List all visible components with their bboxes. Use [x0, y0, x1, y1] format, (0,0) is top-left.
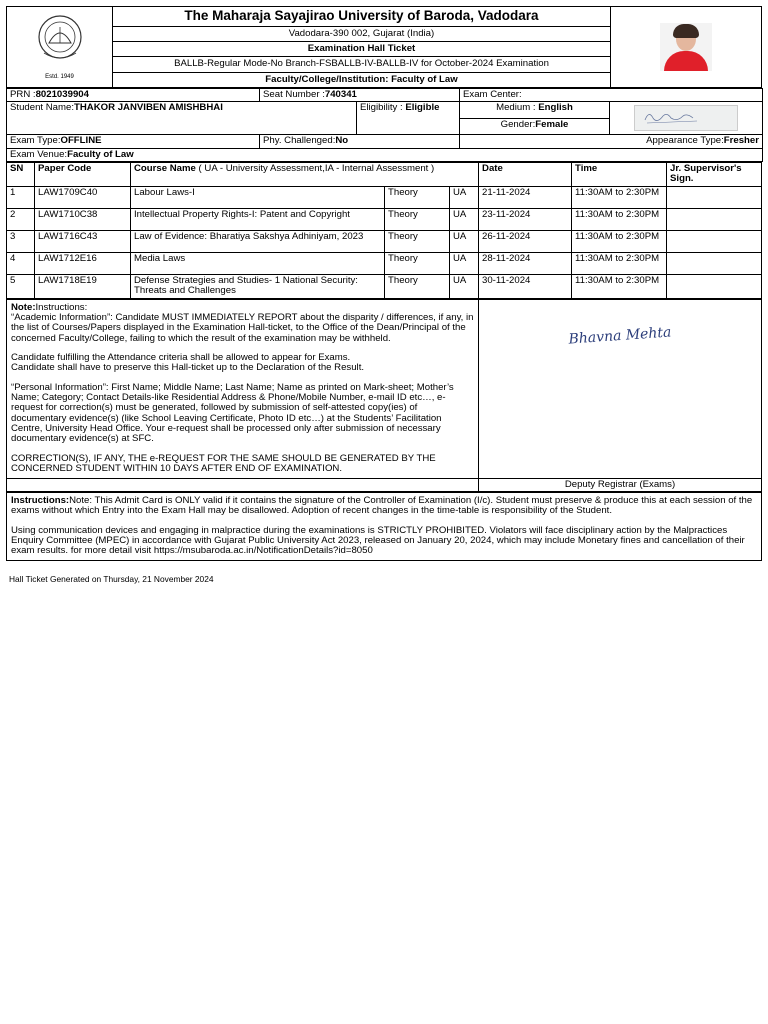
- table-row: [7, 274, 762, 298]
- notes-table: [6, 299, 762, 492]
- course-kind-cell: Theory: [385, 186, 450, 208]
- note-attendance: Candidate fulfilling the Attendance criteria shall be allowed to appear for Exams.: [11, 351, 351, 363]
- instructions-cell: [7, 492, 762, 560]
- assessment-mode-cell: UA: [450, 274, 479, 298]
- course-name-cell: Defense Strategies and Studies- 1 National Security: Threats and Challenges: [131, 274, 385, 298]
- seat-value: 740341: [324, 89, 357, 101]
- eligibility-value: Eligible: [405, 102, 440, 114]
- student-photo-cell: [611, 7, 762, 88]
- student-photo: [660, 23, 712, 71]
- time-cell: 11:30AM to 2:30PM: [572, 230, 667, 252]
- deputy-registrar-label: Deputy Registrar (Exams): [479, 478, 762, 491]
- exam-venue-cell: Exam Venue:Faculty of Law: [7, 148, 763, 161]
- student-signature-cell: [610, 102, 763, 135]
- exam-type-cell: Exam Type:OFFLINE: [7, 135, 260, 148]
- phy-challenged-value: No: [335, 135, 349, 147]
- eligibility-cell: Eligibility : Eligible: [357, 102, 460, 135]
- exam-center-cell: Exam Center:: [460, 89, 763, 102]
- time-cell: 11:30AM to 2:30PM: [572, 208, 667, 230]
- table-row: [7, 252, 762, 274]
- student-signature-icon: [635, 106, 735, 128]
- faculty-line: Faculty/College/Institution: Faculty of Law: [113, 72, 611, 87]
- logo-caption: Estd. 1949: [45, 74, 74, 81]
- header-supervisor-sign: Jr. Supervisor's Sign.: [667, 163, 762, 187]
- supervisor-sign-cell: [667, 230, 762, 252]
- student-name-value: THAKOR JANVIBEN AMISHBHAI: [74, 102, 223, 114]
- exam-line: BALLB-Regular Mode-No Branch-FSBALLB-IV-BALLB-IV for October-2024 Examination: [113, 57, 611, 72]
- date-cell: 26-11-2024: [479, 230, 572, 252]
- course-kind-cell: Theory: [385, 252, 450, 274]
- registrar-signature-cell: [479, 299, 762, 478]
- exam-venue-value: Faculty of Law: [67, 148, 134, 160]
- sn-cell: 2: [7, 208, 35, 230]
- student-signature: [634, 105, 738, 131]
- document-title: Examination Hall Ticket: [113, 41, 611, 56]
- phy-challenged-cell: Phy. Challenged:No: [260, 135, 460, 148]
- table-row: [7, 230, 762, 252]
- header-date: Date: [479, 163, 572, 187]
- header-sn: SN: [7, 163, 35, 187]
- appearance-cell: Appearance Type:Fresher: [460, 135, 763, 148]
- course-name-cell: Intellectual Property Rights-I: Patent and Copyright: [131, 208, 385, 230]
- university-logo-cell: [7, 7, 113, 88]
- university-name: The Maharaja Sayajirao University of Baroda, Vadodara: [113, 7, 611, 27]
- supervisor-sign-cell: [667, 274, 762, 298]
- header-course-name: Course Name ( UA - University Assessment,IA - Internal Assessment ): [131, 163, 479, 187]
- assessment-mode-cell: UA: [450, 252, 479, 274]
- registrar-signature: Bhavna Mehta: [568, 323, 672, 348]
- note-personal: “Personal Information”: First Name; Middle Name; Last Name; Name as printed on Mark-sheet; Mother’s Name; Category; Contact Details-like Residential Address & Phone/Mobile Number, e-mail ID etc…, e-request for correction(s) must be generated, followed by submission of self-attested copy(ies) of documentary evidence(s) (like School Leaving Certificate, Photo ID etc…) at the Students’ Facilitation Centre, University Head Office. Your e-request shall be processed only after submission of necessary documentary evidence(s) at SFC.: [11, 381, 454, 445]
- candidate-table: [6, 88, 763, 162]
- supervisor-sign-cell: [667, 186, 762, 208]
- seat-cell: Seat Number :740341: [260, 89, 460, 102]
- note-academic: “Academic Information”: Candidate MUST IMMEDIATELY REPORT about the disparity / differences, if any, in the list of Courses/Papers displayed in the Examination Hall-ticket, to the Office of the Dean/Principal of the concerned Faculty/College, failing to which the result of the examination may be withheld.: [11, 311, 474, 344]
- sn-cell: 5: [7, 274, 35, 298]
- course-kind-cell: Theory: [385, 274, 450, 298]
- time-cell: 11:30AM to 2:30PM: [572, 186, 667, 208]
- note-preserve: Candidate shall have to preserve this Hall-ticket up to the Declaration of the Result.: [11, 362, 365, 374]
- gender-value: Female: [535, 118, 569, 130]
- assessment-mode-cell: UA: [450, 186, 479, 208]
- paper-code-cell: LAW1712E16: [35, 252, 131, 274]
- date-cell: 28-11-2024: [479, 252, 572, 274]
- assessment-mode-cell: UA: [450, 230, 479, 252]
- gender-cell: Gender:Female: [460, 118, 610, 135]
- assessment-mode-cell: UA: [450, 208, 479, 230]
- course-name-cell: Labour Laws-I: [131, 186, 385, 208]
- date-cell: 21-11-2024: [479, 186, 572, 208]
- course-name-cell: Media Laws: [131, 252, 385, 274]
- header-time: Time: [572, 163, 667, 187]
- note-correction: CORRECTION(S), IF ANY, THE e-REQUEST FOR THE SAME SHOULD BE GENERATED BY THE CONCERNED STUDENT WITHIN 10 DAYS AFTER END OF EXAMINATION.: [11, 452, 436, 475]
- sn-cell: 1: [7, 186, 35, 208]
- date-cell: 30-11-2024: [479, 274, 572, 298]
- supervisor-sign-cell: [667, 208, 762, 230]
- medium-value: English: [538, 102, 573, 114]
- prn-cell: PRN :8021039904: [7, 89, 260, 102]
- table-row: [7, 208, 762, 230]
- sn-cell: 3: [7, 230, 35, 252]
- paper-code-cell: LAW1716C43: [35, 230, 131, 252]
- table-row: [7, 186, 762, 208]
- time-cell: 11:30AM to 2:30PM: [572, 274, 667, 298]
- note-label: Note:: [11, 301, 36, 313]
- student-name-cell: Student Name:THAKOR JANVIBEN AMISHBHAI: [7, 102, 357, 135]
- paper-code-cell: LAW1709C40: [35, 186, 131, 208]
- instructions-table: [6, 492, 762, 561]
- university-logo-icon: [30, 13, 90, 71]
- prn-value: 8021039904: [35, 89, 89, 101]
- appearance-value: Fresher: [723, 135, 759, 147]
- exam-type-value: OFFLINE: [60, 135, 102, 147]
- header-paper-code: Paper Code: [35, 163, 131, 187]
- course-kind-cell: Theory: [385, 208, 450, 230]
- paper-code-cell: LAW1718E19: [35, 274, 131, 298]
- instructions-malpractice: Using communication devices and engaging in malpractice during the examinations is STRICTLY PROHIBITED. Violators will face disciplinary action by the Malpractices Enquiry Committee (MPEC) in accordance with Gujarat Public University Act 2023, released on January 20, 2024, which may include Monetary fines and cancellation of their exam results. for more detail visit https://msubaroda.ac.in/NotificationDetails?id=8050: [11, 524, 745, 557]
- notes-cell: [7, 299, 479, 478]
- instructions-label: Instructions:: [11, 494, 70, 506]
- sn-cell: 4: [7, 252, 35, 274]
- date-cell: 23-11-2024: [479, 208, 572, 230]
- registrar-empty-cell: [7, 478, 479, 491]
- instructions-validity: Note: This Admit Card is ONLY valid if it contains the signature of the Controller of Examination (I/c). Student must preserve & produce this at each session of the exams without which Entry into the Exam Hall may be disallowed. Adoption of recent changes in the time-table is responsibility of the Student.: [11, 494, 753, 517]
- header-table: [6, 6, 762, 88]
- time-cell: 11:30AM to 2:30PM: [572, 252, 667, 274]
- paper-code-cell: LAW1710C38: [35, 208, 131, 230]
- course-name-cell: Law of Evidence: Bharatiya Sakshya Adhiniyam, 2023: [131, 230, 385, 252]
- note-label-rest: Instructions:: [35, 301, 88, 313]
- hall-ticket: [6, 6, 762, 561]
- medium-cell: Medium : English: [460, 102, 610, 119]
- course-table: [6, 162, 762, 298]
- course-kind-cell: Theory: [385, 230, 450, 252]
- university-address: Vadodara-390 002, Gujarat (India): [113, 26, 611, 41]
- supervisor-sign-cell: [667, 252, 762, 274]
- generated-footer: Hall Ticket Generated on Thursday, 21 November 2024: [9, 574, 214, 584]
